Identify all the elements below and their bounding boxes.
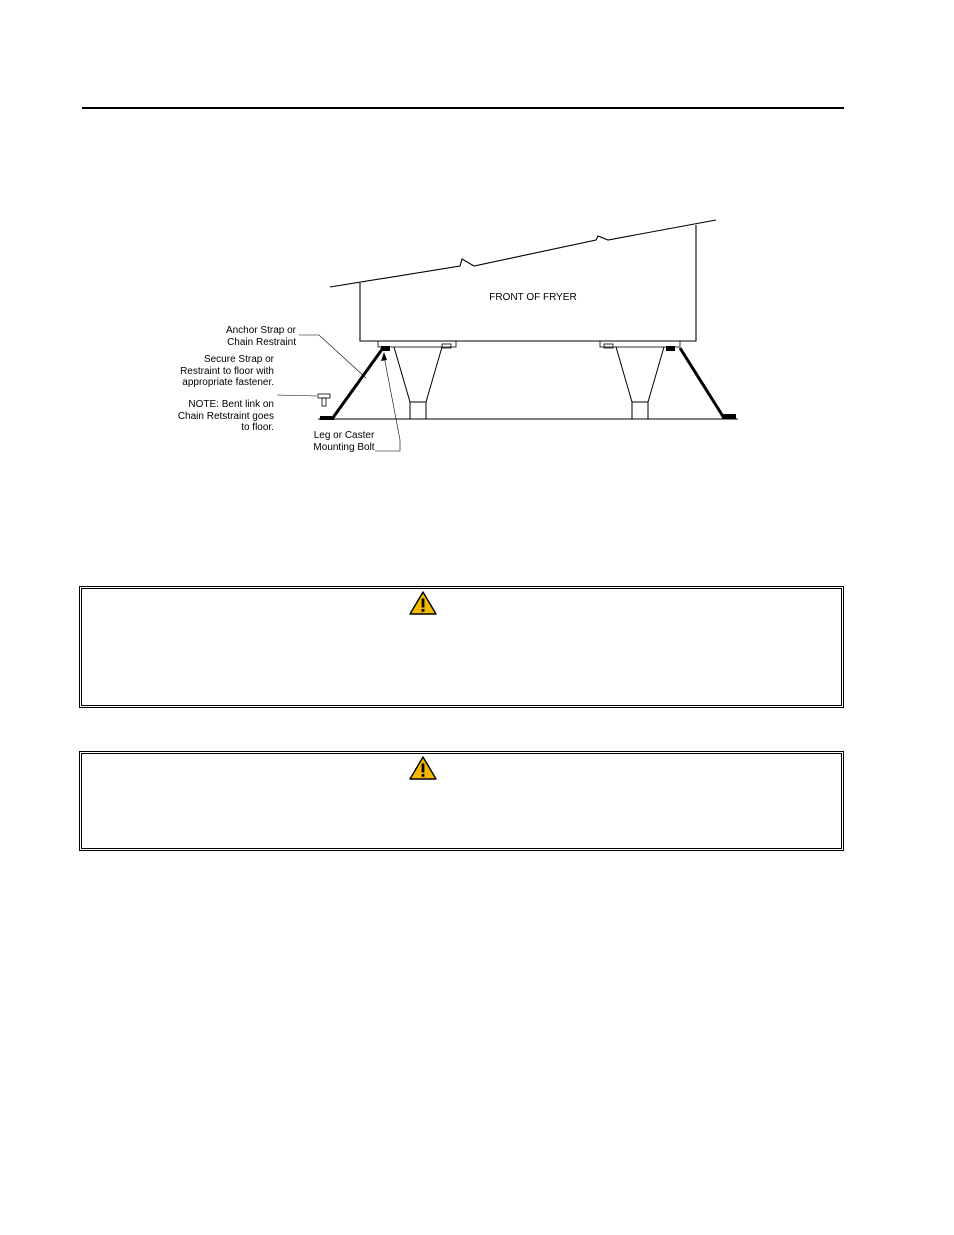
left-floor-fastener — [320, 416, 334, 420]
bent-link-note: NOTE: Bent link on Chain Retstraint goes to floor. — [177, 399, 274, 433]
right-anchor-strap — [680, 348, 724, 418]
warning-triangle-icon — [409, 756, 437, 780]
right-bolt — [666, 346, 675, 351]
warning-box-1 — [79, 586, 844, 708]
secure-strap-callout: Secure Strap or Restraint to floor with appropriate fastener. — [180, 354, 274, 388]
anchor-leader — [299, 335, 366, 378]
anchor-strap-callout: Anchor Strap or Chain Restraint — [225, 325, 296, 348]
mounting-bolt-callout: Leg or Caster Mounting Bolt — [313, 430, 375, 453]
right-leg — [616, 347, 664, 419]
warning-box-2 — [79, 751, 844, 851]
bolt-arrowhead — [381, 352, 387, 361]
front-of-fryer-label: FRONT OF FRYER — [489, 292, 577, 303]
fryer-body — [360, 225, 696, 341]
fryer-break-line — [330, 220, 716, 287]
warning-triangle-icon — [409, 591, 437, 615]
left-leg — [394, 347, 442, 419]
fryer-restraint-diagram — [0, 0, 954, 470]
restraint-figure — [0, 0, 954, 470]
right-floor-fastener — [722, 414, 736, 419]
left-anchor-strap — [332, 348, 383, 419]
secure-leader — [277, 395, 317, 396]
fastener-symbol — [318, 394, 330, 406]
